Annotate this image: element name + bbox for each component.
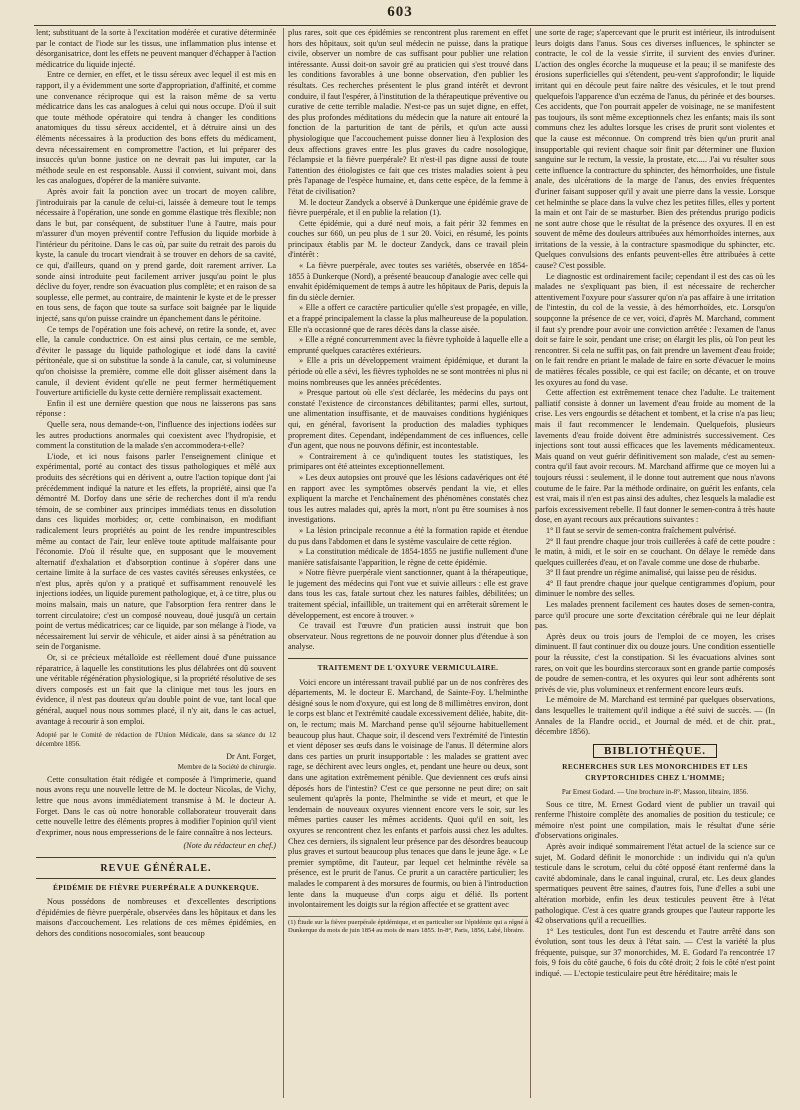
paragraph: Cette épidémie, qui a duré neuf mois, a fait périr 32 femmes en couches sur 660, un peu plus de 1 sur 20. Voici, en résumé, les points principaux établis par M. le docteur Zandyck, dans ce travail plein d'intérêt : — [288, 218, 528, 260]
list-item: 3° Il faut prendre un régime animalisé, qui laisse peu de résidus. — [546, 568, 757, 578]
author-title: Membre de la Société de chirurgie. — [177, 762, 276, 771]
paragraph: Entre ce dernier, en effet, et le tissu séreux avec lequel il est mis en rapport, il y a évidemment une sorte d'appropriation, d'affinité, et comme une convenance réciproque qui est la raison même de sa vertu médicatrice dans les cas analogues à celui qui nous occupe. D'où il suit que toute méthode opératoire qui tendra à changer les conditions anatomiques du tissu séreux accidentel, et à détruire ainsi un des éléments nécessaires à la production des bons effets du médicament, devra nécessairement en compromettre l'action, et lui préparer des insuccès qu'un bonne justice on ne devrait pas lui imputer, car la méthode seule en est responsable. Aussi il convient, suivant moi, dans les cas analogues, d'opérer de la manière suivante. — [36, 70, 276, 186]
list-item: 1° Il faut se servir de semen-contra fraîchement pulvérisé. — [546, 525, 736, 535]
paragraph: une sorte de rage; s'apercevant que le prurit est intérieur, ils introduisent leurs doigts dans l'anus. Sous ces diverses influences, le sphincter se contracte, le col de la vessie s'irrite, il survient des envies d'uriner. L'action des ongles écorche la muqueuse et la peau; il se manifeste des érosions superficielles qui s'étendent, peu-vent s'approfondir; le liquide irritant qui en découle peut faire naître des vésicules, et le tout prend quelquefois l'apparence d'un eczéma de l'anus, du périnée et des bourses. Ces accidents, que l'on pourrait appeler de voisinage, ne se manifestent pas toujours, ils sont même exceptionnels chez les enfants; mais ils sont communs chez les adultes lorsque les crises de prurit sont violentes et que la cause est méconnue. On comprend très bien qu'un prurit anal insupportable qui revient chaque soir finit par déterminer une fluxion sanguine sur le rectum, la vessie, la prostate, etc..... J'ai vu résulter sous cette influence la contracture du sphincter, des hémorrhoïdes, une fistule anale, des ulcérations de la marge de l'anus, des envies fréquentes d'uriner faisant supposer qu'il y avait une pierre dans la vessie. Lorsque cet helminthe se place dans la vulve chez les petites filles, elles y portent la main et ont l'air de se masturber. Bien des prétendus prurigo podicis ne sont autre chose que le résultat de la présence des oxyures. Il en est souvent de même des douleurs attribuées aux hémorrhoïdes internes, aux irritations de la vessie, à la contracture spasmodique du sphincter, etc. Quelques convulsions des enfants peuvent-elles être attribuées à cette cause? C'est possible. — [535, 28, 775, 271]
paragraph: Nous possédons de nombreuses et d'excellentes descriptions d'épidémies de fièvre puerpérale, observées dans les hôpitaux et dans les maisons d'accouchement. Les relations de ces mêmes épidémies, en dehors des conditions nosocomiales, sont beaucoup — [36, 897, 276, 938]
editor-note: (Note du rédacteur en chef.) — [183, 841, 276, 851]
author-signature: Dr Ant. Forget, — [226, 752, 276, 762]
paragraph: » Contrairement à ce qu'indiquent toutes les statistiques, les primipares ont été atteintes exceptionnellement. — [288, 451, 528, 472]
paragraph: Le diagnostic est ordinairement facile; cependant il est des cas où les malades ne s'expliquant pas bien, il est nécessaire de rechercher attentivement l'oxyure pour s'assurer qu'on n'a pas affaire à une irritation de l'intestin, du col de la vessie, à des hémorrhoïdes, etc. Lorsqu'on soupçonne la présence de ce ver, voici, d'après M. Marchand, comment il faut s'y prendre pour avoir une conviction arrêtée : l'examen de l'anus doit se faire le soir, pendant une crise; on élargit les plis, où l'on peut les rencontrer. Si cela ne suffit pas, on fait prendre un lavement d'eau froide; on le fait rendre en priant le malade de faire en sorte d'évacuer le moins de matières fécales possible, ce qui est facile; on décante, et on trouve les oxyures au fond du vase. — [535, 271, 775, 387]
paragraph: Cette consultation était rédigée et composée à l'imprimerie, quand nous avons reçu une nouvelle lettre de M. le docteur Nicolas, de Vichy, lettre que nous avons immédiatement transmise à M. le docteur A. Forget. Dans le cas où notre honorable collaborateur trouverait dans cette nouvelle lettre des éléments propres à modifier l'opinion qu'il vient d'exprimer, nous nous empresserions de le faire connaître à nos lecteurs. — [36, 774, 276, 837]
paragraph: Après avoir indiqué sommairement l'état actuel de la science sur ce sujet, M. Godard définit le monorchide : un individu qui n'a qu'un testicule dans le scrotum, celui du côté opposé étant renfermé dans la cavité abdominale, dans le canal inguinal, crural, etc. Les deux glandes spermatiques peuvent être saines, d'autres fois, l'une d'elles a subi une altération morbide, enfin les deux testicules peuvent être à l'état pathologique. C'est à ces quatre grands groupes que l'auteur rapporte les 42 observations qu'il a recueillies. — [535, 841, 775, 926]
paragraph: Les malades prennent facilement ces hautes doses de semen-contra, parce qu'il procure une sorte d'excitation cérébrale qui ne leur déplait pas. — [535, 600, 775, 631]
adoption-note: Adopté par le Comité de rédaction de l'Union Médicale, dans sa séance du 12 décembre 1856. — [36, 731, 276, 749]
paragraph: Quelle sera, nous demande-t-on, l'influence des injections iodées sur les autres productions anormales qui coexistent avec l'hydropisie, et comment la constitution de la malade s'en accommodera-t-elle? — [36, 419, 276, 451]
article-title: TRAITEMENT DE L'OXYURE VERMICULAIRE. — [317, 663, 499, 673]
column-middle — [288, 28, 528, 1102]
paragraph: Or, si ce précieux métalloïde est réellement doué d'une puissance réparatrice, à laquelle les constitutions les plus délabrées ont dû souvent une véritable régénération physiologique, si la propriété résolutive de ses divers composés est un fait que la clinique met tous les jours en évidence, il n'est pas douteux qu'au double point de vue, tant local que général, auquel nous nous sommes placé, il n'y ait, dans le cas actuel, avantage à recourir à son emploi. — [36, 653, 276, 726]
column-right — [535, 28, 775, 1102]
paragraph: » Elle a offert ce caractère particulier qu'elle s'est propagée, en ville, et a frappé principalement la classe la plus malheureuse de la population. Elle n'a occasionné que de rares décès dans la classe aisée. — [288, 303, 528, 334]
list-item: 4° Il faut prendre chaque jour quelque centigrammes d'opium, pour diminuer le nombre des selles. — [535, 578, 775, 599]
paragraph: plus rares, soit que ces épidémies se rencontrent plus rarement en effet hors des hôpitaux, soit qu'un seul médecin ne puisse, dans la pratique civile, observer un nombre de cas suffisant pour publier une relation intéressante. Aussi doit-on savoir gré au praticien qui s'est trouvé dans les conditions favorables à une bonne observation, d'en publier les résultats. Ces recherches présentent le plus grand intérêt et devront conduire, il faut l'espérer, à l'institution de la thérapeutique préventive ou curative de cette terrible maladie. N'est-ce pas un sujet digne, en effet, des plus profondes méditations du médecin que la nature ait entouré la fonction de la parturition de tant de périls, et qu'un acte aussi physiologique que l'accouchement puisse donner lieu à l'explosion des deux affections graves entre les plus graves du cadre nosologique, l'éclampsie et la fièvre puerpérale? Et n'est-il pas digne aussi de toute l'attention des étiologistes ce fait que ces tristes maladies soient à peu près l'apanage de l'espèce humaine, et, dans cette espèce, de la femme à l'état de civilisation? — [288, 28, 528, 196]
paragraph: » Elle a régné concurremment avec la fièvre typhoïde à laquelle elle a emprunté quelques caractères extérieurs. — [288, 335, 528, 355]
list-item: 2° Il faut prendre chaque jour trois cuillerées à café de cette poudre : le matin, à midi, et le soir en se couchant. On délaye le remède dans quelques cuillerées d'eau, et on l'avale comme une dose de rhubarbe. — [535, 536, 775, 567]
paragraph: Après deux ou trois jours de l'emploi de ce moyen, les crises diminuent. Il faut continuer dix ou douze jours. Une condition essentielle pour la réussite, c'est la constipation. Si les évacuations alvines sont rares, on voit que les bourdins stercoraux sont en grande partie composés de poudre de semen-contra, et les oxyures qui leur sont adhérents sont privés de vie, plus volumineux et renferment encore leurs œufs. — [535, 631, 775, 694]
paragraph: » Presque partout où elle s'est déclarée, les médecins du pays ont constaté l'existence de circonstances débilitantes; parmi elles, surtout, une alimentation insuffisante, et de mauvaises conditions hygiéniques qui, en général, favorisent la production des maladies typhiques proprement dites. Cependant, indépendamment de ces influences, celle d'un agent, que nous ne pouvons définir, est incontestable. — [288, 388, 528, 451]
article-title: ÉPIDÉMIE DE FIÈVRE PUERPÉRALE A DUNKERQUE. — [52, 882, 260, 892]
paragraph: « La fièvre puerpérale, avec toutes ses variétés, observée en 1854-1855 à Dunkerque (Nord), a présenté beaucoup d'analogie avec celle qui envahit épidémiquement de temps à autre les hôpitaux de Paris, depuis la fin du siècle dernier. — [288, 261, 528, 302]
section-rule — [36, 857, 276, 858]
book-author: Par Ernest Godard. — Une brochure in-8°, Masson, libraire, 1856. — [561, 787, 749, 796]
footnote: (1) Étude sur la fièvre puerpérale épidémique, et en particulier sur l'épidémie qui a régné à Dunkerque du mois de juin 1854 au mois de mars 1855. In-8°, Paris, 1856, Labé, libraire. — [288, 916, 528, 936]
section-rule — [288, 658, 528, 659]
section-title: REVUE GÉNÉRALE. — [100, 862, 212, 874]
paragraph: 1° Les testicules, dont l'un est descendu et l'autre arrêté dans son évolution, sont tous les deux à l'état sain. — C'est la variété la plus fréquente, puisque, sur 37 monorchides, M. E. Godard l'a rencontrée 17 fois, 9 fois du côté gauche, 6 fois du côté droit; 2 fois le côté n'est point indiqué. — L'ectopie testiculaire peut être héréditaire; mais le — [535, 926, 775, 979]
paragraph: » La lésion principale reconnue a été la formation rapide et étendue du pus dans l'abdomen et dans le système vasculaire de cette région. — [288, 525, 528, 546]
book-title: RECHERCHES SUR LES MONORCHIDES ET LES CRYPTORCHIDES CHEZ L'HOMME; — [562, 762, 748, 782]
column-left — [36, 28, 276, 1102]
paragraph: M. le docteur Zandyck a observé à Dunkerque une épidémie grave de fièvre puerpérale, et il en publie la relation (1). — [288, 197, 528, 218]
paragraph: Enfin il est une dernière question que nous ne laisserons pas sans réponse : — [36, 398, 276, 419]
paragraph: Après avoir fait la ponction avec un trocart de moyen calibre, j'introduirais par la canule de celui-ci, laissée à demeure tout le temps nécessaire à l'opération, une sonde en gomme élastique très flexible; non dans le but, par conséquent, de substituer l'une à l'autre, mais pour m'assurer d'un moyen préventif contre l'effusion du liquide morbide à l'intérieur du péritoine. Dans le cas où, par suite du retrait des parois du kyste, la canule du trocart viendrait à se trouver en dehors de sa cavité, ce qui, d'ailleurs, quand on y prend garde, doit rarement arriver. La sonde ainsi introduite peut facilement arriver jusqu'au point le plus déclive du foyer, rendre son évacuation plus complète; et en raison de sa souplesse, elle permet, au contraire, de maintenir le kyste et de le presser en tous sens, de façon que toute sa surface soit baignée par le liquide injecté, sans qu'on puisse craindre un épanchement dans le péritoine. — [36, 186, 276, 324]
page-number: 603 — [387, 4, 413, 20]
paragraph: Cette affection est extrêmement tenace chez l'adulte. Le traitement palliatif consiste à donner un lavement d'eau froide au moment de la crise. Les vers engourdis se détachent et tombent, et la crise n'a pas lieu; mais il faut recommencer le lendemain. Quelquefois, plusieurs lavements d'eau froide doivent être administrés successivement. Ces injections sont tout aussi efficaces que les lavements médicamenteux. Mais quand on veut guérir définitivement son malade, c'est au semen-contra qu'il faut avoir recours. M. Marchand affirme que ce moyen lui a toujours réussi : seulement, il le donne tout autrement que nous n'avons coutume de le faire. Par la méthode ordinaire, on guérit les enfants, cela est vrai, mais il n'en est pas ainsi des adultes, chez lesquels la maladie est parfois excessivement rebelle. Il faut donner le semen-contra à très haute dose, en ayant recours aux précautions suivantes : — [535, 388, 775, 525]
column-divider — [530, 28, 531, 1098]
paragraph: L'iode, et ici nous faisons parler l'enseignement clinique et expérimental, porté au contact des tissus pathologiques et mêlé aux produits des sécrétions qui en dérivent a, outre l'action topique dont j'ai précédemment indiqué la nature et les effets, la propriété, ainsi que l'a démontré M. Dorfoy dans une série de recherches dont il m'a rendu témoin, de se combiner aux principes immédiats tenus en dissolution dans ces liquides morbides; or, cette combinaison, en modifiant radicalement leurs propriétés au point de les rendre impuntrescibles même au contact de l'air, leur enlève toute aptitude malfaisante pour l'économie. D'où il résulte que, en supposant que le mouvement alternatif d'exhalation et d'absorption continue à s'opérer dans une certaine limite à la surface de ces vastes cavités séreuses enkystées, ce n'est plus, après qu'on y a pratiqué et suffisamment renouvelé les injections iodées, un liquide purement pathologique, et, à ce titre, plus ou moins malsain, mais un nature, que l'absorption fera rentrer dans le torrent circulatoire; c'est un composé nouveau, doué jusqu'à un certain point de vertus médicatrices; car ce liquide, par son mélange à l'iode, va nécessairement lui servir de véhicule, et aider ainsi à sa pénétration au sein de l'organisme. — [36, 451, 276, 652]
section-rule — [36, 878, 276, 879]
header-rule — [34, 25, 776, 26]
paragraph: lent; substituant de la sorte à l'excitation modérée et curative déterminée par le contact de l'iode sur les tissus, une inflammation plus intense et désorganisatrice, dont les effets ne peuvent manquer d'échapper à l'action médicatrice du liquide injecté. — [36, 28, 276, 69]
paragraph: Ce travail est l'œuvre d'un praticien aussi instruit que bon observateur. Nous regrettons de ne pouvoir donner plus d'étendue à son analyse. — [288, 621, 528, 652]
paragraph: Ce temps de l'opération une fois achevé, on retire la sonde, et, avec elle, la canule conductrice. On est ainsi plus certain, ce me semble, d'éviter le passage du liquide pathologique et iodé dans la cavité péritonéale, que si on substitue la sonde à la canule, car, si volumineuse qu'on choisisse la première, comme elle doit glisser aisément dans la canule, il devient évident qu'elle ne peut fermer hermétiquement l'ouverture artificielle du kyste cette dernière remplissait exactement. — [36, 324, 276, 398]
paragraph: Voici encore un intéressant travail publié par un de nos confrères des départements, M. le docteur E. Marchand, de Sainte-Foy. L'helminthe désigné sous le nom d'oxyure, qui est long de 8 millimètres environ, dont le corps est blanc et l'extrémité caudale excessivement déliée, habite, dit-on, le rectum; mais M. Marchand pense qu'il séjourne habituellement beaucoup plus haut. Chaque soir, il descend vers l'extrémité de l'intestin et vient déposer ses œufs dans le voisinage de l'anus. Il détermine alors dans ces parties un prurit insupportable : les malades se grattent avec rage, se déchirent avec leurs ongles, et, pendant une heure ou deux, sont dans une agitation extrêmement pénible. Que deviennent ces œufs ainsi déposés hors de l'intestin? C'est ce que personne ne peut dire; on sait seulement qu'après la ponte, l'helminthe se vide et meurt, et que le lendemain de nouveaux oxyures viennent encore vers le soir, sur les mêmes parties causer les mêmes accidents. Quoi qu'il en soit, les oxyures se rencontrent chez les enfants et parfois aussi chez les adultes. Chez ces derniers, ils signalent leur présence par des désordres beaucoup plus graves et surtout beaucoup plus tenaces que dans le jeune âge. « Le premier symptôme, dit l'auteur, par lequel cet helminthe révèle sa présence, est le prurit de l'anus. Ce prurit a un caractère particulier; les malades le comparent à des morsures de fourmis, ou bien à l'introduction lente dans la muqueuse d'un corps aigu et délié. Ils portent involontairement les doigts sur la région affectée et se grattent avec — [288, 677, 528, 910]
paragraph: » La constitution médicale de 1854-1855 ne justifie nullement d'une manière satisfaisante l'apparition, le règne de cette épidémie. — [288, 547, 528, 567]
column-divider — [283, 28, 284, 1098]
paragraph: Le mémoire de M. Marchand est terminé par quelques observations, dans lesquelles le traitement qu'il indique a été suivi de succès. — (In Annales de la Flandre occid., et Journal de méd. et de chir. prat., décembre 1856). — [535, 695, 775, 737]
section-title-box: BIBLIOTHÈQUE. — [593, 744, 717, 759]
paragraph: » Elle a pris un développement vraiment épidémique, et durant la période où elle a sévi, les fièvres typhoïdes ne se sont montrées ni plus ni moins nombreuses que les années précédentes. — [288, 356, 528, 387]
paragraph: » Les deux autopsies ont prouvé que les lésions cadavériques ont été en rapport avec les symptômes observés pendant la vie, et elles expliquent la marche et l'enchaînement des phénomènes constatés chez tous les autres malades qui, après la mort, n'ont pu être soumises à nos investigations. — [288, 472, 528, 525]
paragraph: Sous ce titre, M. Ernest Godard vient de publier un travail qui renferme l'histoire complète des anomalies de position du testicule; ce mémoire n'est point une compilation, mais le résultat d'une série d'observations originales. — [535, 799, 775, 841]
paragraph: » Notre fièvre puerpérale vient sanctionner, quant à la thérapeutique, le jugement des médecins qui l'ont vue et suivie ailleurs : elle est grave dans tous les cas, fatale surtout chez les natures faibles, débilitées; un traitement spécial, infaillible, un traitement qui en arrêterait sûrement le développement, est encore à trouver. » — [288, 568, 528, 620]
